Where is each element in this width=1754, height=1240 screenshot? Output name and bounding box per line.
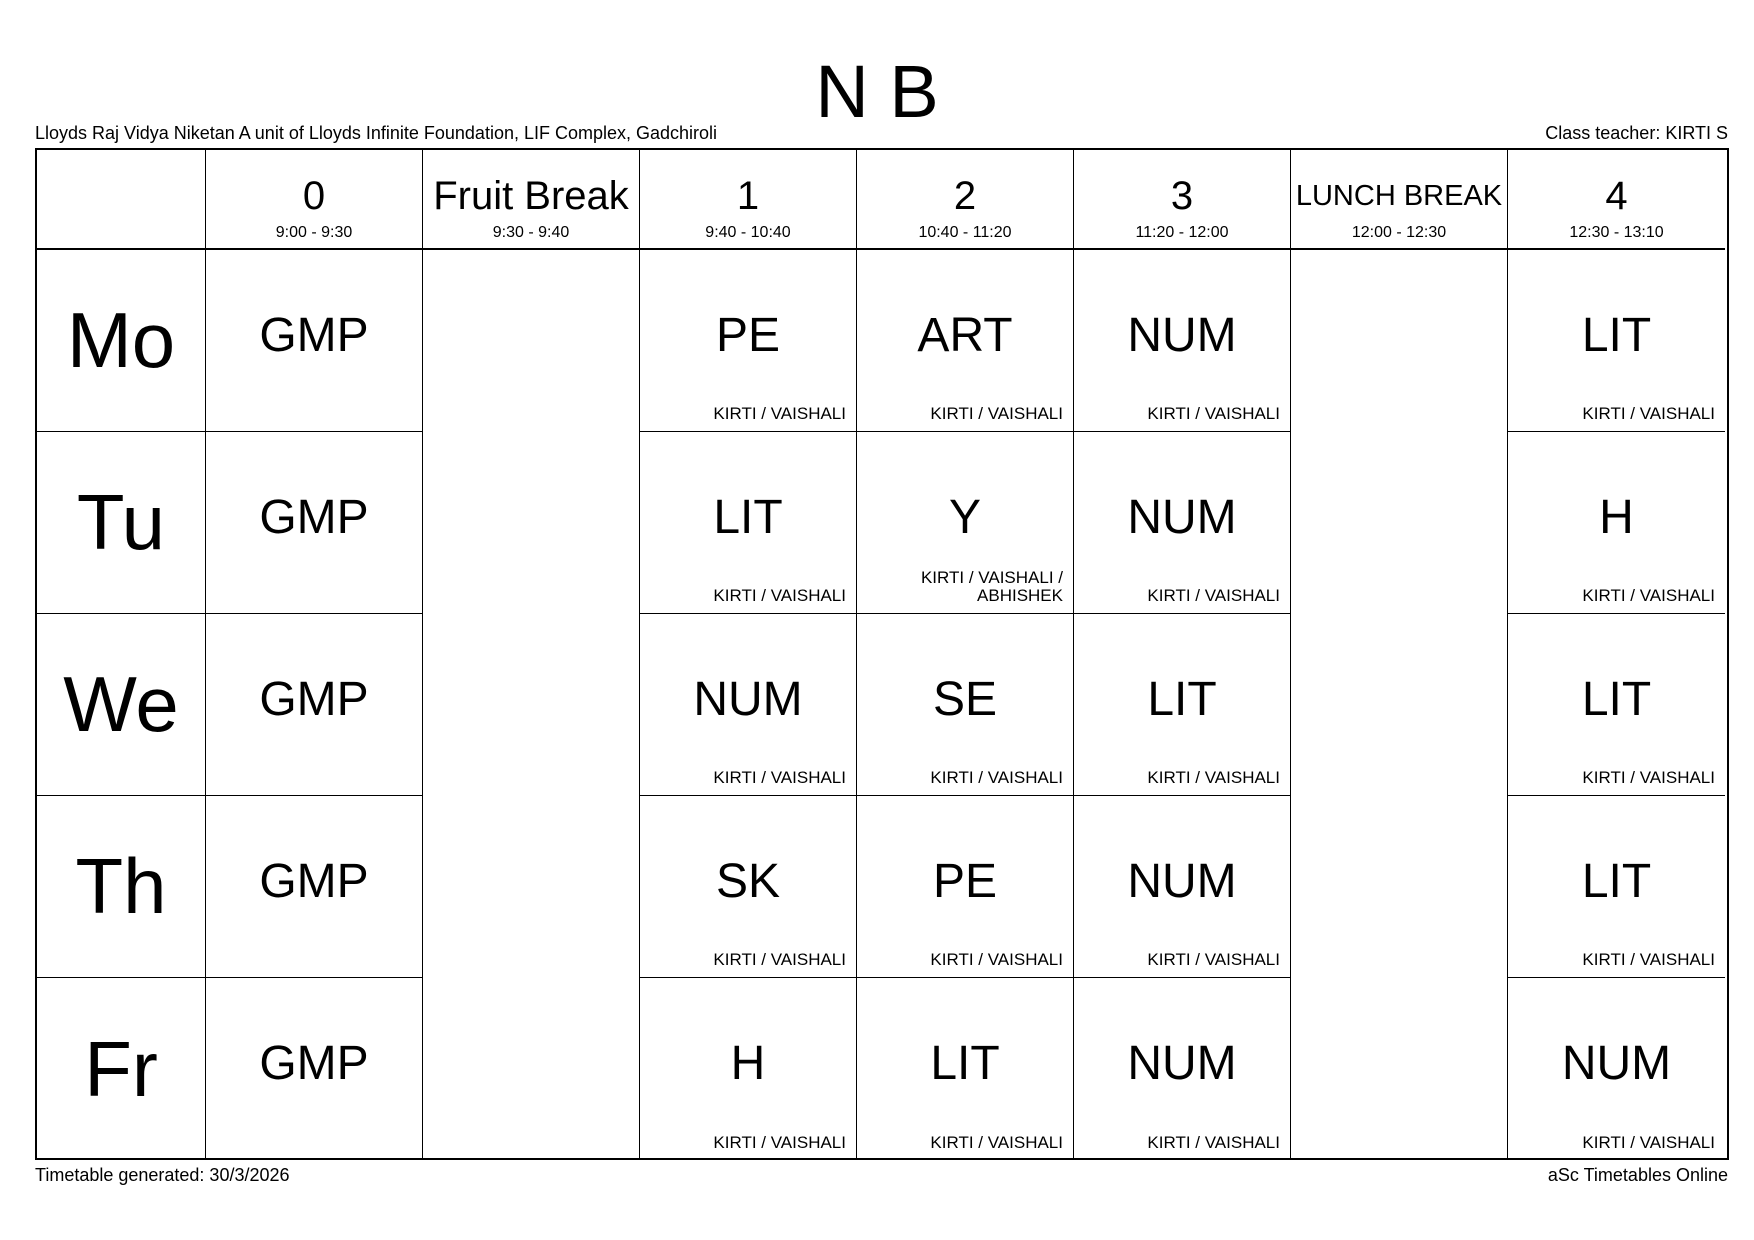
brand-credit: aSc Timetables Online bbox=[1547, 1165, 1728, 1185]
lesson-teachers: KIRTI / VAISHALI bbox=[713, 950, 846, 969]
lesson-cell bbox=[206, 978, 423, 1160]
lesson-teachers: KIRTI / VAISHALI bbox=[930, 768, 1063, 787]
lesson-teachers: KIRTI / VAISHALI bbox=[1147, 1133, 1280, 1152]
lesson-subject: NUM bbox=[1127, 491, 1237, 544]
period-time: 12:30 - 13:10 bbox=[1569, 224, 1664, 241]
lesson-subject: SK bbox=[715, 855, 781, 908]
lesson-cell bbox=[857, 796, 1074, 978]
lesson-subject: GMP bbox=[259, 855, 369, 908]
lesson-cell bbox=[1508, 614, 1725, 796]
period-header bbox=[1508, 150, 1725, 250]
lesson-cell bbox=[857, 250, 1074, 432]
lesson-teachers: KIRTI / VAISHALI bbox=[1582, 950, 1715, 969]
lesson-cell bbox=[640, 614, 857, 796]
lesson-cell bbox=[1074, 614, 1291, 796]
lesson-cell bbox=[1074, 796, 1291, 978]
lesson-cell bbox=[1074, 978, 1291, 1160]
period-time: 10:40 - 11:20 bbox=[918, 224, 1012, 241]
lesson-teachers: KIRTI / VAISHALI bbox=[1147, 404, 1280, 423]
period-label: LUNCH BREAK bbox=[1295, 180, 1503, 212]
day-label: We bbox=[37, 614, 206, 796]
timetable-grid bbox=[35, 148, 1729, 1160]
lesson-subject: NUM bbox=[1561, 1037, 1672, 1090]
lesson-subject: GMP bbox=[259, 309, 369, 362]
lesson-subject: GMP bbox=[259, 1037, 369, 1090]
day-label: Fr bbox=[37, 978, 206, 1160]
period-label: 0 bbox=[302, 174, 326, 218]
lesson-cell bbox=[1074, 250, 1291, 432]
lesson-subject: Y bbox=[948, 491, 981, 544]
day-label: Tu bbox=[37, 432, 206, 614]
lesson-teachers: KIRTI / VAISHALI / ABHISHEK bbox=[920, 568, 1063, 605]
lesson-subject: GMP bbox=[259, 491, 369, 544]
lunch-break-header bbox=[1291, 150, 1508, 250]
period-time: 9:30 - 9:40 bbox=[492, 224, 570, 241]
lesson-subject: NUM bbox=[1127, 309, 1237, 362]
lesson-subject: LIT bbox=[930, 1037, 1000, 1090]
lesson-teachers: KIRTI / VAISHALI bbox=[713, 404, 846, 423]
lesson-cell bbox=[640, 978, 857, 1160]
generated-date: Timetable generated: 30/3/2026 bbox=[35, 1165, 290, 1185]
lesson-subject: ART bbox=[917, 309, 1013, 362]
lesson-teachers: KIRTI / VAISHALI bbox=[1147, 586, 1280, 605]
lesson-cell bbox=[857, 978, 1074, 1160]
lesson-cell bbox=[1508, 432, 1725, 614]
lesson-teachers: KIRTI / VAISHALI bbox=[713, 768, 846, 787]
lesson-cell bbox=[1508, 796, 1725, 978]
lesson-subject: H bbox=[730, 1037, 766, 1090]
lesson-teachers: KIRTI / VAISHALI bbox=[930, 404, 1063, 423]
fruit-break-header bbox=[423, 150, 640, 250]
lesson-teachers: KIRTI / VAISHALI bbox=[1582, 404, 1715, 423]
lesson-subject: PE bbox=[715, 309, 781, 362]
lesson-teachers: KIRTI / VAISHALI bbox=[1582, 1133, 1715, 1152]
lesson-teachers: KIRTI / VAISHALI bbox=[713, 586, 846, 605]
lesson-cell bbox=[1508, 978, 1725, 1160]
lesson-teachers: KIRTI / VAISHALI bbox=[713, 1133, 846, 1152]
lunch-break-column bbox=[1291, 250, 1508, 1160]
lesson-teachers: KIRTI / VAISHALI bbox=[1582, 586, 1715, 605]
lesson-subject: NUM bbox=[1127, 855, 1237, 908]
period-label: 2 bbox=[953, 174, 977, 218]
period-time: 11:20 - 12:00 bbox=[1135, 224, 1229, 241]
lesson-teachers: KIRTI / VAISHALI bbox=[1582, 768, 1715, 787]
period-label: Fruit Break bbox=[433, 174, 629, 218]
lesson-cell bbox=[640, 432, 857, 614]
class-teacher: Class teacher: KIRTI S bbox=[1545, 123, 1728, 143]
period-header bbox=[857, 150, 1074, 250]
lesson-subject: H bbox=[1599, 491, 1634, 544]
period-header bbox=[206, 150, 423, 250]
period-header bbox=[1074, 150, 1291, 250]
lesson-subject: LIT bbox=[1581, 673, 1652, 726]
period-label: 4 bbox=[1605, 174, 1628, 218]
page-title: N B bbox=[815, 50, 939, 133]
period-header bbox=[640, 150, 857, 250]
lesson-cell bbox=[1074, 432, 1291, 614]
lesson-teachers: KIRTI / VAISHALI bbox=[930, 950, 1063, 969]
lesson-cell bbox=[206, 250, 423, 432]
period-time: 9:40 - 10:40 bbox=[705, 224, 791, 241]
lesson-teachers: KIRTI / VAISHALI bbox=[1147, 950, 1280, 969]
lesson-cell bbox=[206, 614, 423, 796]
period-time: 12:00 - 12:30 bbox=[1351, 224, 1447, 241]
fruit-break-column bbox=[423, 250, 640, 1160]
lesson-cell bbox=[206, 796, 423, 978]
lesson-subject: LIT bbox=[1581, 855, 1652, 908]
lesson-subject: NUM bbox=[1127, 1037, 1237, 1090]
period-label: 1 bbox=[736, 174, 760, 218]
lesson-cell bbox=[640, 250, 857, 432]
period-label: 3 bbox=[1170, 174, 1194, 218]
day-label: Mo bbox=[37, 250, 206, 432]
period-time: 9:00 - 9:30 bbox=[275, 224, 353, 241]
lesson-subject: GMP bbox=[259, 673, 369, 726]
lesson-subject: LIT bbox=[713, 491, 783, 544]
lesson-cell bbox=[1508, 250, 1725, 432]
lesson-teachers: KIRTI / VAISHALI bbox=[1147, 768, 1280, 787]
corner-cell bbox=[37, 150, 206, 250]
lesson-subject: SE bbox=[932, 673, 998, 726]
lesson-cell bbox=[640, 796, 857, 978]
lesson-teachers: KIRTI / VAISHALI bbox=[930, 1133, 1063, 1152]
school-name: Lloyds Raj Vidya Niketan A unit of Lloyds Infinite Foundation, LIF Complex, Gadchiroli bbox=[35, 123, 718, 143]
day-label: Th bbox=[37, 796, 206, 978]
lesson-subject: LIT bbox=[1147, 673, 1217, 726]
lesson-cell bbox=[857, 614, 1074, 796]
lesson-cell bbox=[206, 432, 423, 614]
lesson-subject: PE bbox=[932, 855, 998, 908]
lesson-cell bbox=[857, 432, 1074, 614]
lesson-subject: NUM bbox=[693, 673, 803, 726]
lesson-subject: LIT bbox=[1581, 309, 1652, 362]
